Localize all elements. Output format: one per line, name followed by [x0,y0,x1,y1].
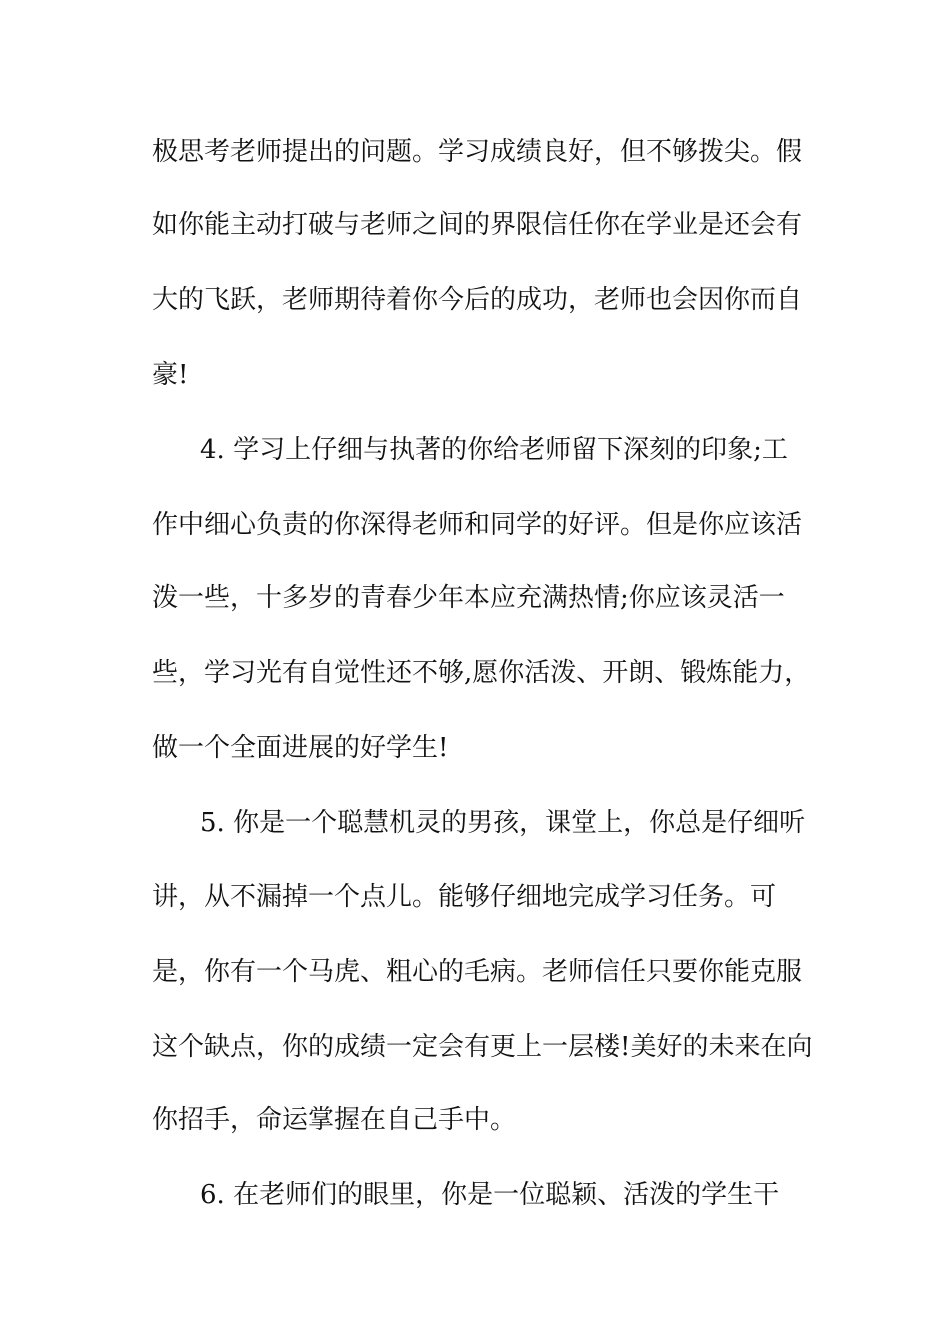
text-line: 些，学习光有自觉性还不够,愿你活泼、开朗、锻炼能力， [152,658,811,688]
text-line: 大的飞跃，老师期待着你今后的成功，老师也会因你而自 [152,285,803,315]
text-line: 你招手，命运掌握在自己手中。 [152,1105,517,1135]
text-line: 是，你有一个马虎、粗心的毛病。老师信任只要你能克服 [152,957,803,987]
paragraph-5-start: 5. 你是一个聪慧机灵的男孩，课堂上，你总是仔细听 [200,808,806,838]
text-line: 如你能主动打破与老师之间的界限信任你在学业是还会有 [152,210,803,240]
text-line: 泼一些，十多岁的青春少年本应充满热情;你应该灵活一 [152,583,785,613]
text-line: 豪! [152,360,189,390]
text-line: 这个缺点，你的成绩一定会有更上一层楼!美好的未来在向 [152,1032,813,1062]
text-line: 极思考老师提出的问题。学习成绩良好，但不够拨尖。假 [152,137,803,167]
paragraph-4-start: 4. 学习上仔细与执著的你给老师留下深刻的印象;工 [200,435,788,465]
text-line: 做一个全面进展的好学生! [152,733,449,763]
text-line: 作中细心负责的你深得老师和同学的好评。但是你应该活 [152,510,803,540]
text-line: 讲，从不漏掉一个点儿。能够仔细地完成学习任务。可 [152,882,777,912]
paragraph-6-start: 6. 在老师们的眼里，你是一位聪颖、活泼的学生干 [200,1180,780,1210]
